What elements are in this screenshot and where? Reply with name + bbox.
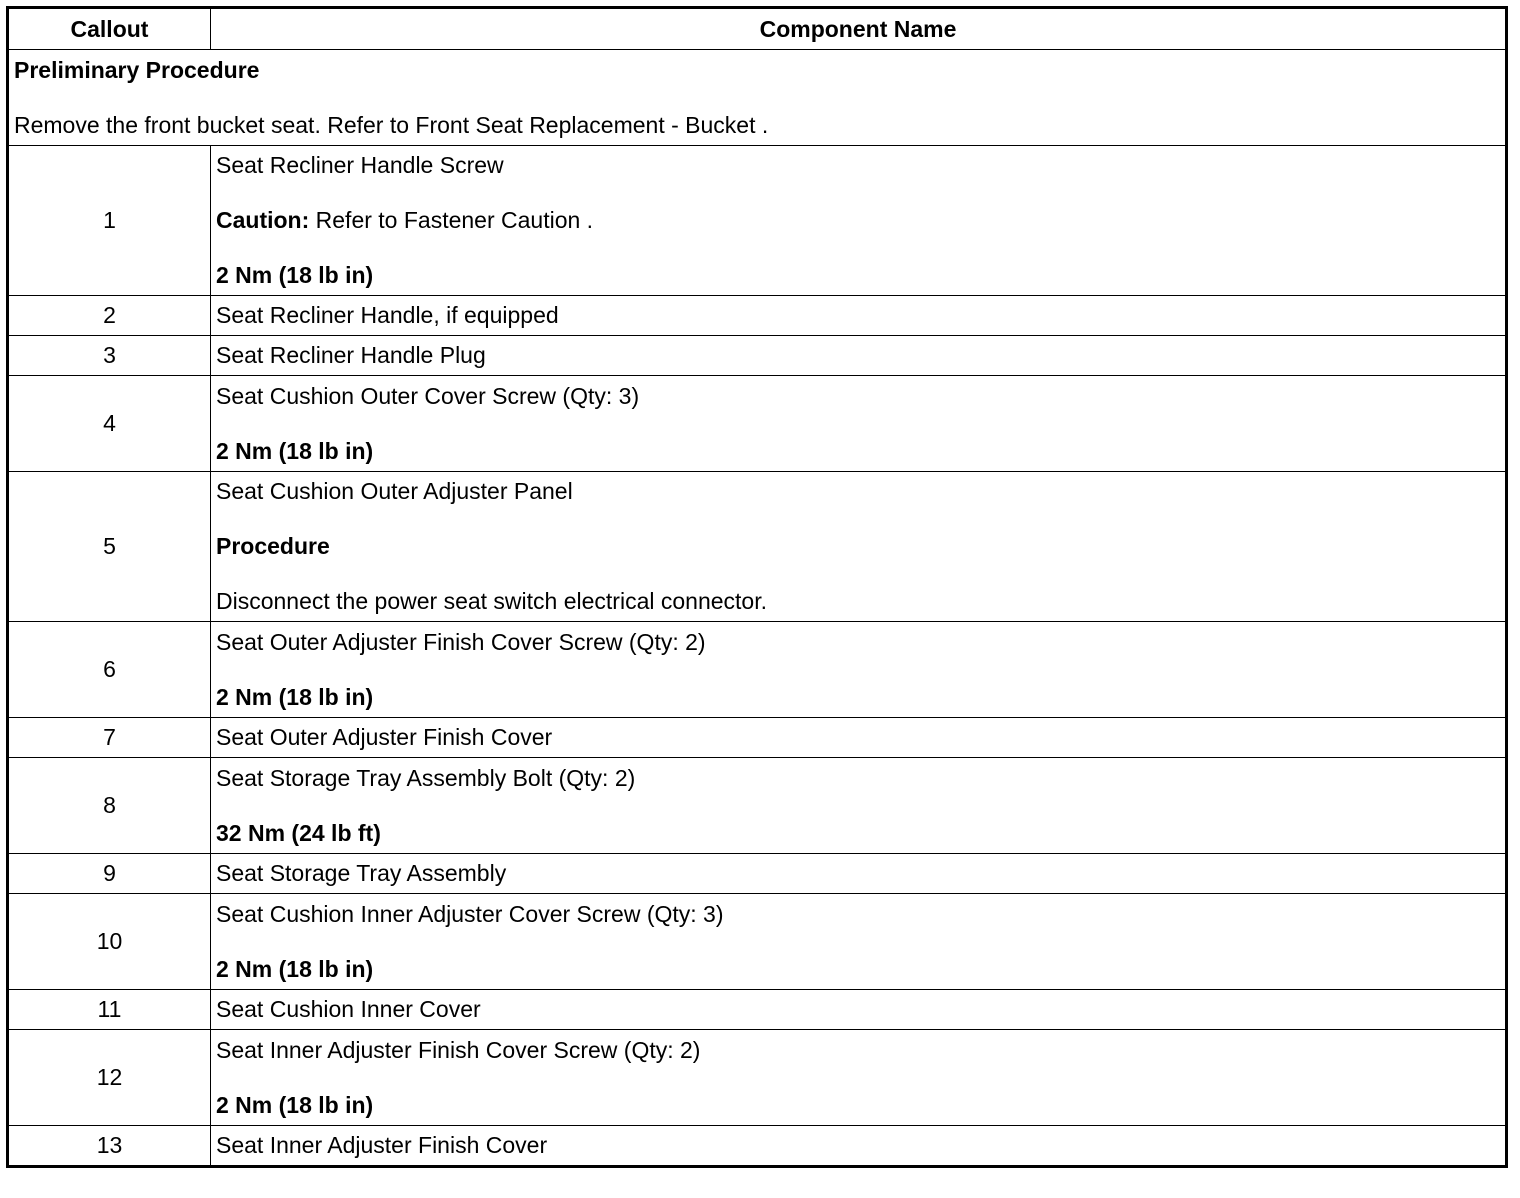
caution-text: Refer to Fastener Caution .: [309, 207, 594, 233]
component-cell: [211, 622, 1507, 718]
table-row: [8, 376, 1507, 472]
table-row: [8, 296, 1507, 336]
table-row: [8, 472, 1507, 622]
callout-cell: 13: [8, 1126, 211, 1167]
callout-cell: 3: [8, 336, 211, 376]
table-row: [8, 718, 1507, 758]
component-name: Seat Recliner Handle Plug: [211, 336, 1507, 376]
callout-cell: 9: [8, 854, 211, 894]
component-cell: [211, 376, 1507, 472]
component-name: Seat Outer Adjuster Finish Cover: [211, 718, 1507, 758]
caution-label: Caution:: [216, 207, 310, 233]
table-row: [8, 1030, 1507, 1126]
preliminary-title: Preliminary Procedure: [14, 56, 260, 83]
callout-cell: 11: [8, 990, 211, 1030]
component-name: Seat Recliner Handle Screw: [216, 152, 504, 178]
torque-spec: 2 Nm (18 lb in): [216, 955, 374, 982]
procedure-text: Disconnect the power seat switch electrical connector.: [216, 588, 767, 614]
torque-spec: 2 Nm (18 lb in): [216, 262, 374, 288]
preliminary-text: Remove the front bucket seat. Refer to Front Seat Replacement - Bucket .: [14, 111, 769, 138]
component-cell: [211, 472, 1507, 622]
callout-cell: 12: [8, 1030, 211, 1126]
callout-cell: 1: [8, 146, 211, 296]
callout-cell: 10: [8, 894, 211, 990]
callout-cell: 6: [8, 622, 211, 718]
table-row: [8, 990, 1507, 1030]
component-name: Seat Storage Tray Assembly: [211, 854, 1507, 894]
torque-spec: 2 Nm (18 lb in): [216, 437, 374, 464]
component-cell: [211, 758, 1507, 854]
preliminary-row: [8, 50, 1507, 146]
component-cell: [211, 1030, 1507, 1126]
component-name: Seat Outer Adjuster Finish Cover Screw (Qty: 2): [216, 628, 706, 655]
torque-spec: 2 Nm (18 lb in): [216, 683, 374, 710]
component-name: Seat Inner Adjuster Finish Cover Screw (Qty: 2): [216, 1036, 701, 1063]
header-row: [8, 8, 1507, 50]
table-row: [8, 758, 1507, 854]
component-cell: [211, 894, 1507, 990]
component-name: Seat Cushion Outer Adjuster Panel: [216, 478, 573, 504]
torque-spec: 32 Nm (24 lb ft): [216, 819, 381, 846]
table-row: [8, 336, 1507, 376]
component-name: Seat Cushion Inner Adjuster Cover Screw (Qty: 3): [216, 900, 724, 927]
component-name: Seat Storage Tray Assembly Bolt (Qty: 2): [216, 764, 636, 791]
component-table: [6, 6, 1508, 1168]
component-name: Seat Recliner Handle, if equipped: [211, 296, 1507, 336]
component-name: Seat Cushion Inner Cover: [211, 990, 1507, 1030]
callout-cell: 8: [8, 758, 211, 854]
callout-header: Callout: [8, 8, 211, 50]
table-row: [8, 1126, 1507, 1167]
table-row: [8, 894, 1507, 990]
component-name: Seat Cushion Outer Cover Screw (Qty: 3): [216, 382, 640, 409]
callout-cell: 2: [8, 296, 211, 336]
component-cell: [211, 146, 1507, 296]
preliminary-cell: [8, 50, 1507, 146]
component-table-wrapper: [6, 6, 1508, 1168]
component-name: Seat Inner Adjuster Finish Cover: [211, 1126, 1507, 1167]
procedure-label: Procedure: [216, 533, 330, 559]
callout-cell: 7: [8, 718, 211, 758]
callout-cell: 4: [8, 376, 211, 472]
table-row: [8, 854, 1507, 894]
caution-line: [216, 207, 1505, 234]
table-row: [8, 146, 1507, 296]
callout-cell: 5: [8, 472, 211, 622]
torque-spec: 2 Nm (18 lb in): [216, 1091, 374, 1118]
table-row: [8, 622, 1507, 718]
component-name-header: Component Name: [211, 8, 1507, 50]
